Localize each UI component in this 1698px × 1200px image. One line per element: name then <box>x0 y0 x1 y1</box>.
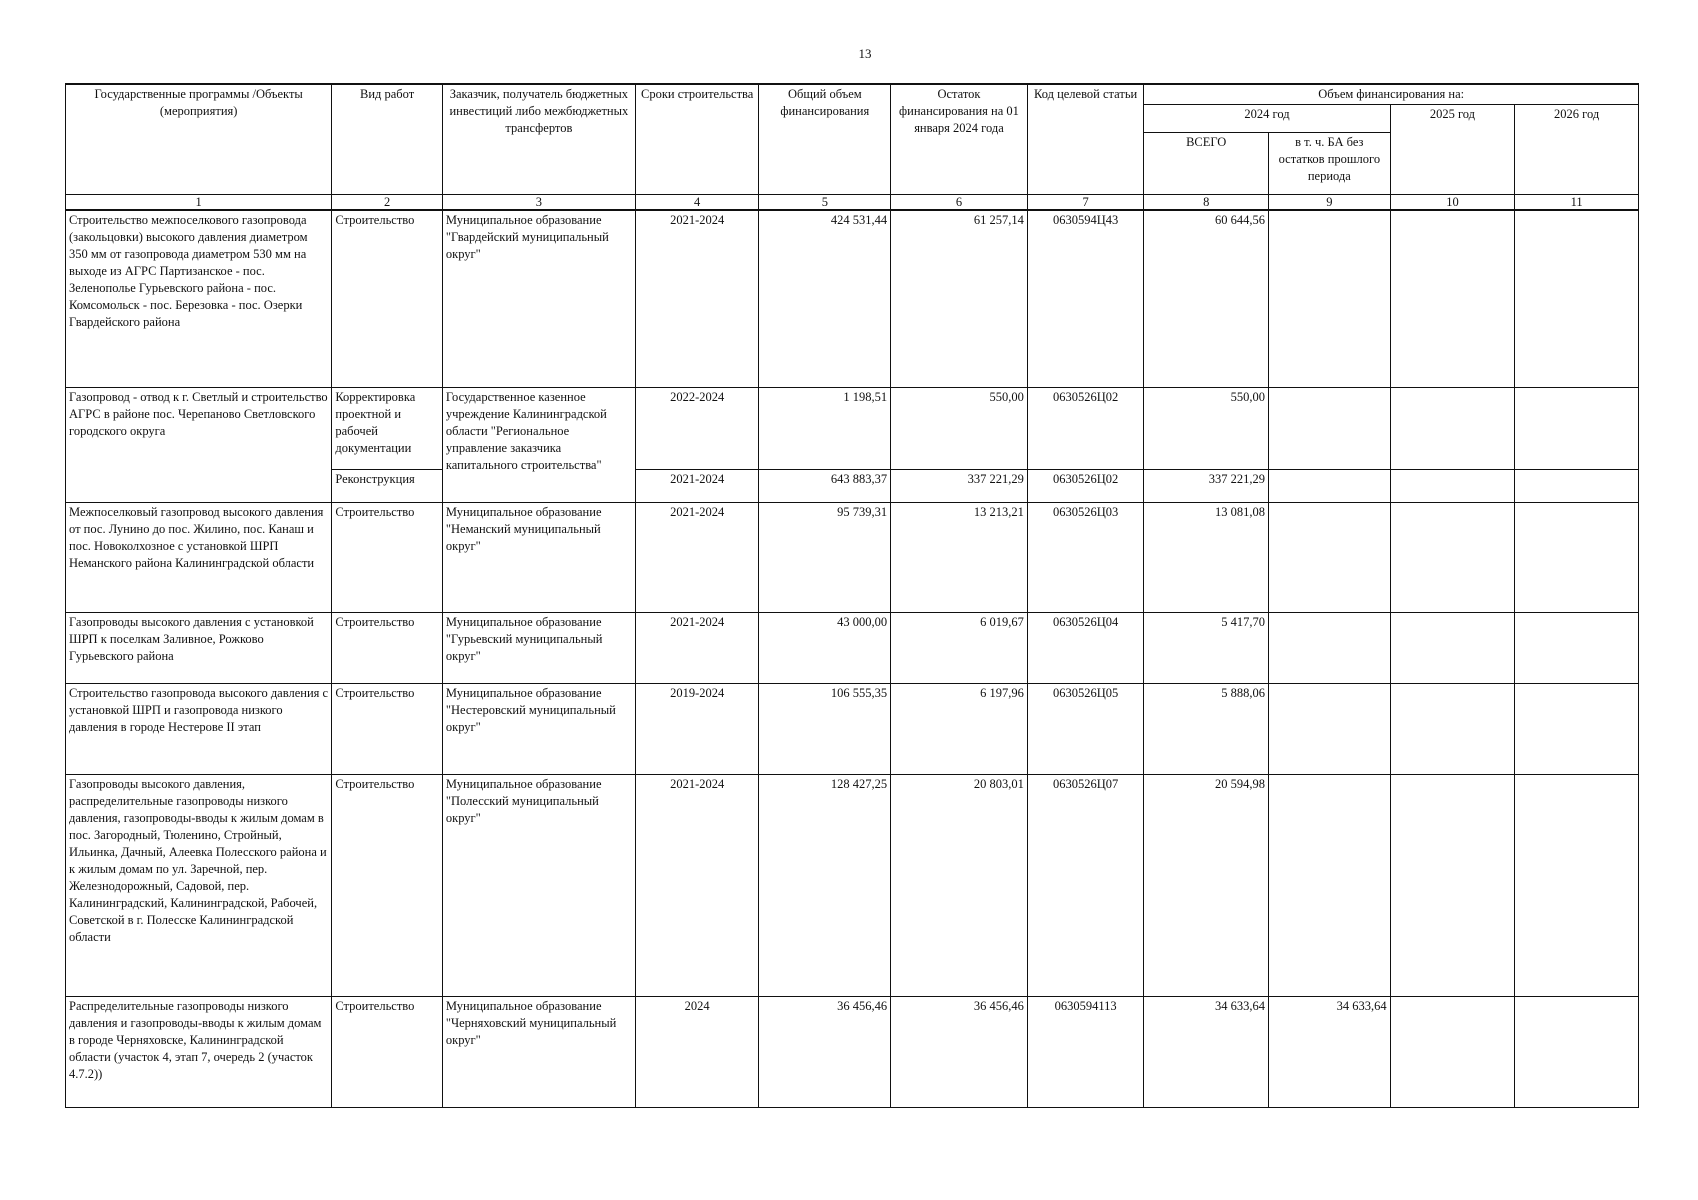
header-remainder: Остаток финансирования на 01 января 2024 года <box>891 84 1028 195</box>
target-code: 0630526Ц07 <box>1027 774 1144 996</box>
funding-2024-incl <box>1269 210 1391 387</box>
header-code: Код целевой статьи <box>1027 84 1144 195</box>
terms: 2024 <box>635 996 759 1107</box>
funding-2024-all: 20 594,98 <box>1144 774 1269 996</box>
customer: Муниципальное образование "Гурьевский муниципальный округ" <box>442 612 635 683</box>
object-name: Газопроводы высокого давления, распределительные газопроводы низкого давления, газопроводы-вводы к жилым домам в пос. Загородный, Тюленино, Стройный, Ильинка, Дачный, Алеевка Полесского района и к жилым домам по ул. Заречной, пер. Железнодорожный, Садовой, пер. Калининградский, Калининградской, Рабочей, Советской в г. Полесске Калининградской области <box>66 774 332 996</box>
target-code: 0630526Ц05 <box>1027 683 1144 774</box>
work-type: Реконструкция <box>332 469 443 502</box>
remainder: 20 803,01 <box>891 774 1028 996</box>
funding-2024-incl <box>1269 469 1391 502</box>
terms: 2021-2024 <box>635 612 759 683</box>
header-customer: Заказчик, получатель бюджетных инвестиций либо межбюджетных трансфертов <box>442 84 635 195</box>
total-financing: 36 456,46 <box>759 996 891 1107</box>
col-number: 10 <box>1390 195 1515 211</box>
terms: 2021-2024 <box>635 502 759 612</box>
funding-2024-incl <box>1269 502 1391 612</box>
funding-2024-incl <box>1269 774 1391 996</box>
header-terms: Сроки строительства <box>635 84 759 195</box>
terms: 2022-2024 <box>635 387 759 469</box>
funding-2024-incl <box>1269 683 1391 774</box>
work-type: Строительство <box>332 210 443 387</box>
customer: Муниципальное образование "Черняховский муниципальный округ" <box>442 996 635 1107</box>
object-name: Строительство межпоселкового газопровода (закольцовки) высокого давления диаметром 350 мм от газопровода диаметром 530 мм на выходе из АГРС Партизанское - пос. Зеленополье Гурьевского района - пос. Комсомольск - пос. Березовка - пос. Озерки Гвардейского района <box>66 210 332 387</box>
target-code: 0630526Ц03 <box>1027 502 1144 612</box>
target-code: 0630594Ц43 <box>1027 210 1144 387</box>
work-type: Строительство <box>332 774 443 996</box>
funding-2024-all: 34 633,64 <box>1144 996 1269 1107</box>
funding-2026 <box>1515 502 1639 612</box>
funding-2026 <box>1515 469 1639 502</box>
work-type: Строительство <box>332 996 443 1107</box>
table-row <box>66 387 1639 469</box>
funding-2025 <box>1390 683 1515 774</box>
work-type: Строительство <box>332 612 443 683</box>
funding-2024-all: 5 888,06 <box>1144 683 1269 774</box>
remainder: 36 456,46 <box>891 996 1028 1107</box>
col-number: 7 <box>1027 195 1144 211</box>
terms: 2019-2024 <box>635 683 759 774</box>
customer: Муниципальное образование "Неманский муниципальный округ" <box>442 502 635 612</box>
funding-2024-all: 13 081,08 <box>1144 502 1269 612</box>
target-code: 0630526Ц04 <box>1027 612 1144 683</box>
funding-2024-incl <box>1269 612 1391 683</box>
object-name: Межпоселковый газопровод высокого давления от пос. Лунино до пос. Жилино, пос. Канаш и пос. Новоколхозное с установкой ШРП Неманского района Калининградской области <box>66 502 332 612</box>
customer: Государственное казенное учреждение Калининградской области "Региональное управление заказчика капитального строительства" <box>442 387 635 502</box>
remainder: 550,00 <box>891 387 1028 469</box>
funding-2026 <box>1515 774 1639 996</box>
col-number: 1 <box>66 195 332 211</box>
funding-2024-all: 337 221,29 <box>1144 469 1269 502</box>
table-row <box>66 774 1639 996</box>
financing-table <box>65 83 1639 1108</box>
table-row <box>66 683 1639 774</box>
total-financing: 128 427,25 <box>759 774 891 996</box>
object-name: Газопровод - отвод к г. Светлый и строительство АГРС в районе пос. Черепаново Светловского городского округа <box>66 387 332 502</box>
funding-2025 <box>1390 774 1515 996</box>
funding-2025 <box>1390 612 1515 683</box>
total-financing: 43 000,00 <box>759 612 891 683</box>
total-financing: 95 739,31 <box>759 502 891 612</box>
object-name: Строительство газопровода высокого давления с установкой ШРП и газопровода низкого давления в городе Нестерове II этап <box>66 683 332 774</box>
remainder: 6 197,96 <box>891 683 1028 774</box>
terms: 2021-2024 <box>635 469 759 502</box>
total-financing: 106 555,35 <box>759 683 891 774</box>
col-number: 4 <box>635 195 759 211</box>
remainder: 13 213,21 <box>891 502 1028 612</box>
col-number: 5 <box>759 195 891 211</box>
funding-2026 <box>1515 683 1639 774</box>
funding-2026 <box>1515 387 1639 469</box>
remainder: 61 257,14 <box>891 210 1028 387</box>
funding-2025 <box>1390 996 1515 1107</box>
header-programs: Государственные программы /Объекты (мероприятия) <box>66 84 332 195</box>
col-number: 2 <box>332 195 443 211</box>
col-number: 3 <box>442 195 635 211</box>
customer: Муниципальное образование "Гвардейский муниципальный округ" <box>442 210 635 387</box>
col-number: 9 <box>1269 195 1391 211</box>
terms: 2021-2024 <box>635 774 759 996</box>
object-name: Распределительные газопроводы низкого давления и газопроводы-вводы к жилым домам в городе Черняховске, Калининградской области (участок 4, этап 7, очередь 2 (участок 4.7.2)) <box>66 996 332 1107</box>
table-row <box>66 210 1639 387</box>
target-code: 0630594113 <box>1027 996 1144 1107</box>
remainder: 337 221,29 <box>891 469 1028 502</box>
total-financing: 424 531,44 <box>759 210 891 387</box>
target-code: 0630526Ц02 <box>1027 387 1144 469</box>
header-funding: Объем финансирования на: <box>1144 84 1639 105</box>
total-financing: 643 883,37 <box>759 469 891 502</box>
funding-2024-all: 60 644,56 <box>1144 210 1269 387</box>
funding-2026 <box>1515 210 1639 387</box>
funding-2026 <box>1515 612 1639 683</box>
funding-2024-incl <box>1269 387 1391 469</box>
funding-2024-incl: 34 633,64 <box>1269 996 1391 1107</box>
col-number: 11 <box>1515 195 1639 211</box>
column-number-row <box>66 195 1639 211</box>
funding-2025 <box>1390 210 1515 387</box>
work-type: Строительство <box>332 683 443 774</box>
header-2026: 2026 год <box>1515 105 1639 195</box>
col-number: 8 <box>1144 195 1269 211</box>
col-number: 6 <box>891 195 1028 211</box>
header-incl: в т. ч. БА без остатков прошлого периода <box>1269 133 1391 195</box>
work-type: Корректировка проектной и рабочей документации <box>332 387 443 469</box>
object-name: Газопроводы высокого давления с установкой ШРП к поселкам Заливное, Рожково Гурьевского района <box>66 612 332 683</box>
remainder: 6 019,67 <box>891 612 1028 683</box>
funding-2025 <box>1390 387 1515 469</box>
page-number: 13 <box>858 46 872 61</box>
customer: Муниципальное образование "Нестеровский муниципальный округ" <box>442 683 635 774</box>
customer: Муниципальное образование "Полесский муниципальный округ" <box>442 774 635 996</box>
table-row <box>66 996 1639 1107</box>
terms: 2021-2024 <box>635 210 759 387</box>
header-all: ВСЕГО <box>1144 133 1269 195</box>
target-code: 0630526Ц02 <box>1027 469 1144 502</box>
header-total: Общий объем финансирования <box>759 84 891 195</box>
funding-2025 <box>1390 469 1515 502</box>
header-2024: 2024 год <box>1144 105 1390 133</box>
header-work-type: Вид работ <box>332 84 443 195</box>
table-row <box>66 502 1639 612</box>
header-2025: 2025 год <box>1390 105 1515 195</box>
work-type: Строительство <box>332 502 443 612</box>
funding-2024-all: 550,00 <box>1144 387 1269 469</box>
funding-2024-all: 5 417,70 <box>1144 612 1269 683</box>
funding-2026 <box>1515 996 1639 1107</box>
total-financing: 1 198,51 <box>759 387 891 469</box>
funding-2025 <box>1390 502 1515 612</box>
table-row <box>66 612 1639 683</box>
